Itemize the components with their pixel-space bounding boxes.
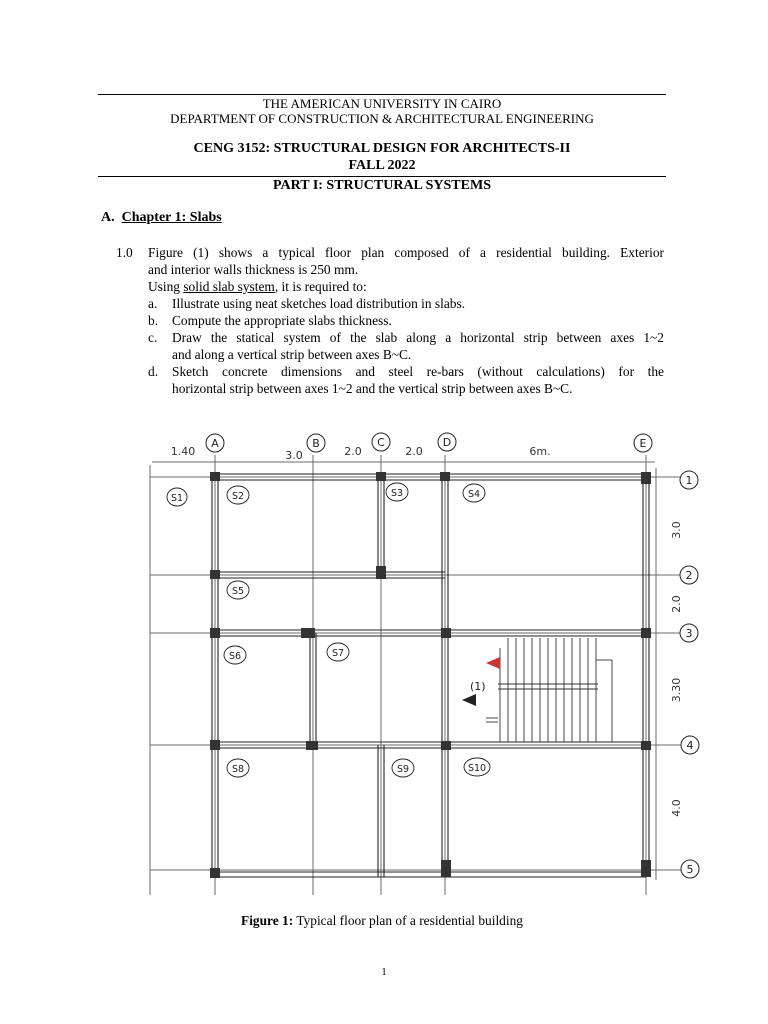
axis-a-label: A (211, 437, 219, 450)
axis-b-label: B (312, 437, 320, 450)
slab-s5: S5 (231, 586, 245, 597)
dim-2-0-b: 2.0 (405, 445, 423, 458)
question-number: 1.0 (116, 245, 133, 260)
item-d-label: d. (148, 364, 159, 379)
item-a-label: a. (148, 296, 158, 311)
axis-2-label: 2 (685, 569, 693, 582)
department-name: DEPARTMENT OF CONSTRUCTION & ARCHITECTURAL ENGINEERING (170, 111, 594, 126)
dim-3-0: 3.0 (285, 449, 303, 462)
slab-s7: S7 (331, 648, 345, 659)
item-d-text-1: Sketch concrete dimensions and steel re-bars (without calculations) for the (172, 364, 664, 379)
part-title: PART I: STRUCTURAL SYSTEMS (273, 178, 491, 193)
slab-s2: S2 (231, 491, 245, 502)
figure-caption (98, 913, 666, 929)
figure-caption-text: Typical floor plan of a residential building (296, 913, 523, 928)
item-d-text-2: horizontal strip between axes 1~2 and the vertical strip between axes B~C. (172, 381, 573, 396)
figure-label: Figure 1: (241, 913, 294, 928)
slab-s3: S3 (390, 488, 404, 499)
slab-s4: S4 (467, 489, 481, 500)
section-title: Chapter 1: Slabs (121, 210, 222, 225)
dim-2-0-a: 2.0 (344, 445, 362, 458)
using-system: solid slab system (183, 279, 275, 294)
item-b-text: Compute the appropriate slabs thickness. (172, 313, 392, 328)
using-prefix: Using (148, 279, 184, 294)
item-c-label: c. (148, 330, 158, 345)
section-marker-icon (462, 694, 476, 706)
question-line-2: and interior walls thickness is 250 mm. (148, 262, 359, 277)
axis-5-label: 5 (686, 863, 694, 876)
page-number: 1 (381, 966, 387, 978)
slab-s9: S9 (396, 764, 410, 775)
term: FALL 2022 (348, 158, 416, 173)
dim-1-40: 1.40 (170, 445, 196, 458)
dim-right-2-0: 2.0 (670, 595, 683, 613)
item-b-label: b. (148, 313, 159, 328)
slab-s6: S6 (228, 651, 242, 662)
slab-s8: S8 (231, 764, 245, 775)
slab-s10: S10 (467, 763, 487, 774)
course-title: CENG 3152: STRUCTURAL DESIGN FOR ARCHITECTS-II (193, 141, 571, 156)
axis-3-label: 3 (685, 627, 693, 640)
stair-arrow-icon (486, 657, 500, 669)
item-c-text-1: Draw the statical system of the slab along a horizontal strip between axes 1~2 (172, 330, 664, 345)
slab-s1: S1 (170, 493, 184, 504)
university-name: THE AMERICAN UNIVERSITY IN CAIRO (262, 96, 502, 111)
staircase (486, 638, 612, 742)
axis-e-label: E (639, 437, 647, 450)
item-a-text: Illustrate using neat sketches load distribution in slabs. (172, 296, 466, 311)
section-letter: A. (101, 210, 115, 225)
dim-right-3-0: 3.0 (670, 521, 683, 539)
axis-d-label: D (442, 436, 452, 449)
question-line-1: Figure (1) shows a typical floor plan composed of a residential building. Exterior (148, 245, 664, 260)
item-c-text-2: and along a vertical strip between axes B~C. (172, 347, 412, 362)
axis-1-label: 1 (685, 474, 693, 487)
stair-label: (1) (470, 680, 486, 693)
dim-right-3-30: 3.30 (670, 677, 683, 703)
dim-right-4-0: 4.0 (670, 799, 683, 817)
axis-4-label: 4 (686, 739, 694, 752)
axis-c-label: C (377, 436, 385, 449)
dim-6m: 6m. (529, 445, 551, 458)
using-suffix: , it is required to: (274, 279, 367, 294)
